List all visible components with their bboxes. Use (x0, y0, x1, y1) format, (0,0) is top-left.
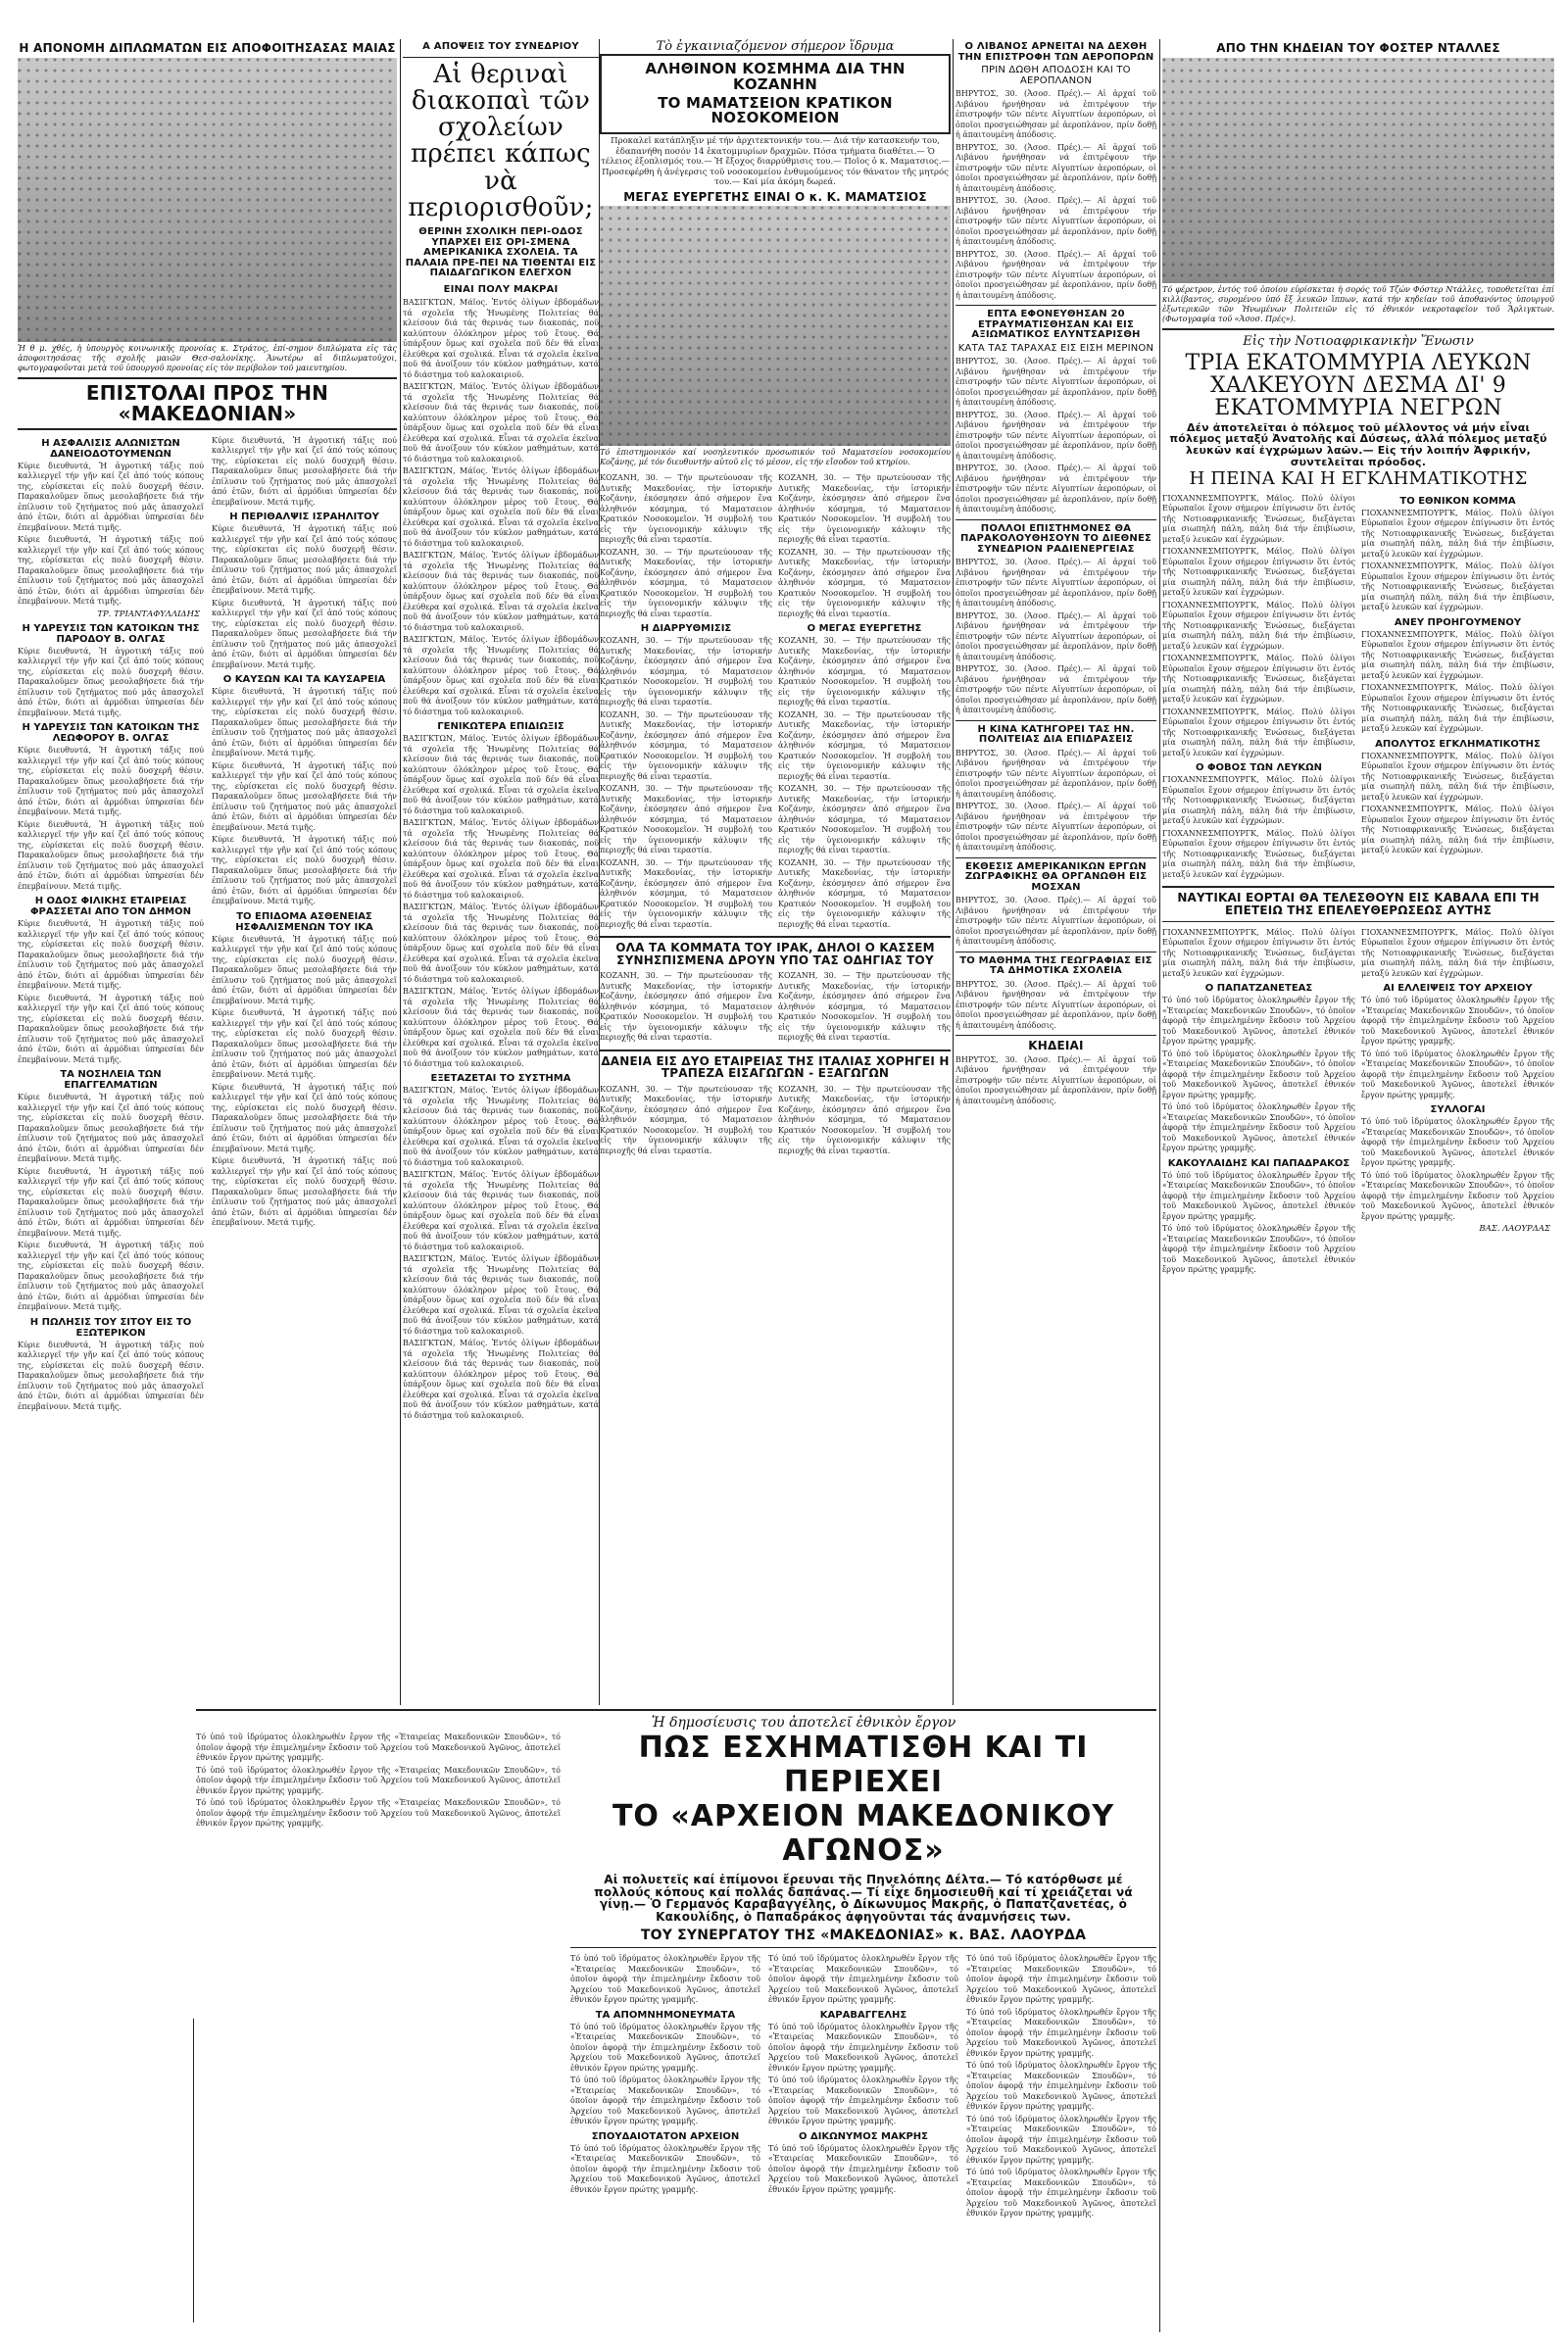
subheading: ΤΟ ΕΘΝΙΚΟΝ ΚΟΜΜΑ (1399, 495, 1516, 507)
article-body: Τό ὑπό τοῦ ἱδρύματος ὁλοκληρωθέν ἔργον τῆς «Ἑταιρείας Μακεδονικῶν Σπουδῶν», τό ὁποῖον ἀφορᾷ τήν ἐπιμελημένην ἔκδοσιν τοῦ Ἀρχείου τοῦ Μακεδονικοῦ Ἀγῶνος, ἀποτελεῖ ἐθνικόν ἔργον πρώτης γραμμῆς. (1361, 1049, 1554, 1099)
article-body: ΓΙΟΧΑΝΝΕΣΜΠΟΥΡΓΚ, Μάϊος. Πολύ ὀλίγοι Εὐρωπαῖοι ἔχουν σήμερον ἐπίγνωσιν ὅτι ἐντός τῆς Νοτιοαφρικανικῆς Ἑνώσεως, διεξάγεται μία σιωπηλή πάλη, πάλη διά τήν ἐπιβίωσιν, μεταξύ λευκῶν καί ἐγχρώμων. (1162, 654, 1355, 705)
headline-archive-line-2: ΤΟ «ΑΡΧΕΙΟΝ ΜΑΚΕΔΟΝΙΚΟΥ ΑΓΩΝΟΣ» (612, 1799, 1115, 1868)
article-body: ΚΟΖΑΝΗ, 30. — Τήν πρωτεύουσαν τῆς Δυτικῆς Μακεδονίας, τήν ἱστορικήν Κοζάνην, ἐκόσμησεν ἀπό σήμερον ἕνα ἀληθινόν κόσμημα, τό Μαματσειον Κρατικόν Νοσοκομεῖον. Ἡ συμβολή του εἰς τήν ὑγειονομικήν κάλυψιν τῆς περιοχῆς θά εἶναι τεραστία. (600, 1084, 772, 1155)
letter-body: Κύριε διευθυντά, Ἡ ἀγροτική τάξις πού καλλιεργεῖ τήν γῆν καί ζεῖ ἀπό τούς κόπους της, εὐρίσκεται εἰς πολύ δυσχερῆ θέσιν. Παρακαλοῦμεν ὅπως μεσολαβήσετε διά τήν ἐπίλυσιν τοῦ ζητήματος πού μᾶς ἀπασχολεῖ ἀπό ἐτῶν, διότι αἱ ἁρμόδιαι ὑπηρεσίαι δέν ἐπεμβαίνουν. Μετά τιμῆς. (18, 535, 204, 607)
subheading: ΕΞΕΤΑΖΕΤΑΙ ΤΟ ΣΥΣΤΗΜΑ (430, 1073, 571, 1085)
article-body: ΒΗΡΥΤΟΣ, 30. (Ἀσοσ. Πρές).— Αἱ ἀρχαί τοῦ Λιβάνου ἠρνήθησαν νά ἐπιτρέψουν τήν ἐπιστροφήν τῶν πέντε Αἰγυπτίων ἀεροπόρων, οἱ ὁποῖοι προσγειώθησαν μέ ἀεροπλάνον, πρίν δοθῇ ἡ ἀπαιτουμένη ἀπόδοσις. (956, 802, 1156, 852)
article-body: ΚΟΖΑΝΗ, 30. — Τήν πρωτεύουσαν τῆς Δυτικῆς Μακεδονίας, τήν ἱστορικήν Κοζάνην, ἐκόσμησεν ἀπό σήμερον ἕνα ἀληθινόν κόσμημα, τό Μαματσειον Κρατικόν Νοσοκομεῖον. Ἡ συμβολή του εἰς τήν ὑγειονομικήν κάλυψιν τῆς περιοχῆς θά εἶναι τεραστία. (600, 709, 772, 781)
subheadline-lebanon: ΠΡΙΝ ΔΩΘΗ ΑΠΟΔΟΣΗ ΚΑΙ ΤΟ ΑΕΡΟΠΛΑΝΟΝ (981, 65, 1131, 86)
letter-body: Κύριε διευθυντά, Ἡ ἀγροτική τάξις πού καλλιεργεῖ τήν γῆν καί ζεῖ ἀπό τούς κόπους της, εὐρίσκεται εἰς πολύ δυσχερῆ θέσιν. Παρακαλοῦμεν ὅπως μεσολαβήσετε διά τήν ἐπίλυσιν τοῦ ζητήματος πού μᾶς ἀπασχολεῖ ἀπό ἐτῶν, διότι αἱ ἁρμόδιαι ὑπηρεσίαι δέν ἐπεμβαίνουν. Μετά τιμῆς. (18, 1241, 204, 1312)
article-body: ΚΟΖΑΝΗ, 30. — Τήν πρωτεύουσαν τῆς Δυτικῆς Μακεδονίας, τήν ἱστορικήν Κοζάνην, ἐκόσμησεν ἀπό σήμερον ἕνα ἀληθινόν κόσμημα, τό Μαματσειον Κρατικόν Νοσοκομεῖον. Ἡ συμβολή του εἰς τήν ὑγειονομικήν κάλυψιν τῆς περιοχῆς θά εἶναι τεραστία. (600, 473, 772, 545)
article-body: ΓΙΟΧΑΝΝΕΣΜΠΟΥΡΓΚ, Μάϊος. Πολύ ὀλίγοι Εὐρωπαῖοι ἔχουν σήμερον ἐπίγνωσιν ὅτι ἐντός τῆς Νοτιοαφρικανικῆς Ἑνώσεως, διεξάγεται μία σιωπηλή πάλη, πάλη διά τήν ἐπιβίωσιν, μεταξύ λευκῶν καί ἐγχρώμων. (1162, 600, 1355, 651)
article-body: Τό ὑπό τοῦ ἱδρύματος ὁλοκληρωθέν ἔργον τῆς «Ἑταιρείας Μακεδονικῶν Σπουδῶν», τό ὁποῖον ἀφορᾷ τήν ἐπιμελημένην ἔκδοσιν τοῦ Ἀρχείου τοῦ Μακεδονικοῦ Ἀγῶνος, ἀποτελεῖ ἐθνικόν ἔργον πρώτης γραμμῆς. (768, 1954, 958, 2005)
feature-macedonian-archive (196, 1705, 1156, 2293)
benefactor-title: ΜΕΓΑΣ ΕΥΕΡΓΕΤΗΣ ΕΙΝΑΙ Ο κ. Κ. ΜΑΜΑΤΣΙΟΣ (623, 189, 927, 204)
article-body: ΓΙΟΧΑΝΝΕΣΜΠΟΥΡΓΚ, Μάϊος. Πολύ ὀλίγοι Εὐρωπαῖοι ἔχουν σήμερον ἐπίγνωσιν ὅτι ἐντός τῆς Νοτιοαφρικανικῆς Ἑνώσεως, διεξάγεται μία σιωπηλή πάλη, πάλη διά τήν ἐπιβίωσιν, μεταξύ λευκῶν καί ἐγχρώμων. (1361, 805, 1554, 855)
subheading: ΚΑΡΑΒΑΓΓΕΛΗΣ (819, 2009, 907, 2021)
article-body: ΚΟΖΑΝΗ, 30. — Τήν πρωτεύουσαν τῆς Δυτικῆς Μακεδονίας, τήν ἱστορικήν Κοζάνην, ἐκόσμησεν ἀπό σήμερον ἕνα ἀληθινόν κόσμημα, τό Μαματσειον Κρατικόν Νοσοκομεῖον. Ἡ συμβολή του εἰς τήν ὑγειονομικήν κάλυψιν τῆς περιοχῆς θά εἶναι τεραστία. (600, 857, 772, 929)
letter-body: Κύριε διευθυντά, Ἡ ἀγροτική τάξις πού καλλιεργεῖ τήν γῆν καί ζεῖ ἀπό τούς κόπους της, εὐρίσκεται εἰς πολύ δυσχερῆ θέσιν. Παρακαλοῦμεν ὅπως μεσολαβήσετε διά τήν ἐπίλυσιν τοῦ ζητήματος πού μᾶς ἀπασχολεῖ ἀπό ἐτῶν, διότι αἱ ἁρμόδιαι ὑπηρεσίαι δέν ἐπεμβαίνουν. Μετά τιμῆς. (212, 687, 397, 758)
article-body: Τό ὑπό τοῦ ἱδρύματος ὁλοκληρωθέν ἔργον τῆς «Ἑταιρείας Μακεδονικῶν Σπουδῶν», τό ὁποῖον ἀφορᾷ τήν ἐπιμελημένην ἔκδοσιν τοῦ Ἀρχείου τοῦ Μακεδονικοῦ Ἀγῶνος, ἀποτελεῖ ἐθνικόν ἔργον πρώτης γραμμῆς. (768, 2075, 958, 2126)
article-body: ΚΟΖΑΝΗ, 30. — Τήν πρωτεύουσαν τῆς Δυτικῆς Μακεδονίας, τήν ἱστορικήν Κοζάνην, ἐκόσμησεν ἀπό σήμερον ἕνα ἀληθινόν κόσμημα, τό Μαματσειον Κρατικόν Νοσοκομεῖον. Ἡ συμβολή του εἰς τήν ὑγειονομικήν κάλυψιν τῆς περιοχῆς θά εἶναι τεραστία. (600, 971, 772, 1043)
headline-china: Η ΚΙΝΑ ΚΑΤΗΓΟΡΕΙ ΤΑΣ ΗΝ. ΠΟΛΙΤΕΙΑΣ ΔΙΑ ΕΠΙΔΡΑΣΕΙΣ (977, 723, 1135, 745)
letter-heading: Η ΠΩΛΗΣΙΣ ΤΟΥ ΣΙΤΟΥ ΕΙΣ ΤΟ ΕΞΩΤΕΡΙΚΟΝ (29, 1316, 192, 1339)
article-body: Τό ὑπό τοῦ ἱδρύματος ὁλοκληρωθέν ἔργον τῆς «Ἑταιρείας Μακεδονικῶν Σπουδῶν», τό ὁποῖον ἀφορᾷ τήν ἐπιμελημένην ἔκδοσιν τοῦ Ἀρχείου τοῦ Μακεδονικοῦ Ἀγῶνος, ἀποτελεῖ ἐθνικόν ἔργον πρώτης γραμμῆς. (768, 2022, 958, 2073)
headline-lebanon: Ο ΛΙΒΑΝΟΣ ΑΡΝΕΙΤΑΙ ΝΑ ΔΕΧΘΗ ΤΗΝ ΕΠΙΣΤΡΟΦΗ ΤΩΝ ΑΕΡΟΠΟΡΩΝ (957, 41, 1154, 63)
article-body: Τό ὑπό τοῦ ἱδρύματος ὁλοκληρωθέν ἔργον τῆς «Ἑταιρείας Μακεδονικῶν Σπουδῶν», τό ὁποῖον ἀφορᾷ τήν ἐπιμελημένην ἔκδοσιν τοῦ Ἀρχείου τοῦ Μακεδονικοῦ Ἀγῶνος, ἀποτελεῖ ἐθνικόν ἔργον πρώτης γραμμῆς. (1361, 1117, 1554, 1168)
kicker: Τὸ ἐγκαινιαζόμενον σήμερον ἵδρυμα (656, 39, 895, 54)
letter-body: Κύριε διευθυντά, Ἡ ἀγροτική τάξις πού καλλιεργεῖ τήν γῆν καί ζεῖ ἀπό τούς κόπους της, εὐρίσκεται εἰς πολύ δυσχερῆ θέσιν. Παρακαλοῦμεν ὅπως μεσολαβήσετε διά τήν ἐπίλυσιν τοῦ ζητήματος πού μᾶς ἀπασχολεῖ ἀπό ἐτῶν, διότι αἱ ἁρμόδιαι ὑπηρεσίαι δέν ἐπεμβαίνουν. Μετά τιμῆς. (18, 746, 204, 817)
letter-heading: Η ΥΔΡΕΥΣΙΣ ΤΩΝ ΚΑΤΟΙΚΩΝ ΤΗΣ ΠΑΡΟΔΟΥ Β. ΟΛΓΑΣ (22, 622, 200, 645)
headline-school-holidays: Αἱ θεριναὶ διακοπαὶ τῶν σχολείων πρέπει κάπως νὰ περιορισθοῦν; (408, 59, 594, 222)
column-south-africa (1162, 39, 1554, 2332)
article-body: ΚΟΖΑΝΗ, 30. — Τήν πρωτεύουσαν τῆς Δυτικῆς Μακεδονίας, τήν ἱστορικήν Κοζάνην, ἐκόσμησεν ἀπό σήμερον ἕνα ἀληθινόν κόσμημα, τό Μαματσειον Κρατικόν Νοσοκομεῖον. Ἡ συμβολή του εἰς τήν ὑγειονομικήν κάλυψιν τῆς περιοχῆς θά εἶναι τεραστία. (600, 547, 772, 618)
letter-heading: Η ΟΔΟΣ ΦΙΛΙΚΗΣ ΕΤΑΙΡΕΙΑΣ ΦΡΑΣΣΕΤΑΙ ΑΠΟ ΤΟΝ ΔΗΜΟΝ (29, 896, 192, 918)
letter-body: Κύριε διευθυντά, Ἡ ἀγροτική τάξις πού καλλιεργεῖ τήν γῆν καί ζεῖ ἀπό τούς κόπους της, εὐρίσκεται εἰς πολύ δυσχερῆ θέσιν. Παρακαλοῦμεν ὅπως μεσολαβήσετε διά τήν ἐπίλυσιν τοῦ ζητήματος πού μᾶς ἀπασχολεῖ ἀπό ἐτῶν, διότι αἱ ἁρμόδιαι ὑπηρεσίαι δέν ἐπεμβαίνουν. Μετά τιμῆς. (212, 934, 397, 1005)
article-body: ΒΗΡΥΤΟΣ, 30. (Ἀσοσ. Πρές).— Αἱ ἀρχαί τοῦ Λιβάνου ἠρνήθησαν νά ἐπιτρέψουν τήν ἐπιστροφήν τῶν πέντε Αἰγυπτίων ἀεροπόρων, οἱ ὁποῖοι προσγειώθησαν μέ ἀεροπλάνον, πρίν δοθῇ ἡ ἀπαιτουμένη ἀπόδοσις. (956, 1054, 1156, 1105)
column-hospital (600, 39, 951, 1705)
article-body: ΒΑΣΙΓΚΤΩΝ, Μάϊος. Ἐντός ὀλίγων ἑβδομάδων τά σχολεῖα τῆς Ἡνωμένης Πολιτείας θά κλείσουν διά τάς θερινάς των διακοπάς, ποῦ καλύπτουν ὀλόκληρον μέρος τοῦ ἔτους. Θά ὑπάρξουν ὅμως καί σχολεῖα ποῦ δέν θά εἶναι ἐλεύθερα καί σχολικά. Εἶναι τά σχολεῖα ἐκεῖνα ποῦ θά ἀνοίξουν τόν κύκλον μαθημάτων, κατά τό διάστημα τοῦ καλοκαιριοῦ. (403, 466, 599, 548)
article-body: ΒΑΣΙΓΚΤΩΝ, Μάϊος. Ἐντός ὀλίγων ἑβδομάδων τά σχολεῖα τῆς Ἡνωμένης Πολιτείας θά κλείσουν διά τάς θερινάς των διακοπάς, ποῦ καλύπτουν ὀλόκληρον μέρος τοῦ ἔτους. Θά ὑπάρξουν ὅμως καί σχολεῖα ποῦ δέν θά εἶναι ἐλεύθερα καί σχολικά. Εἶναι τά σχολεῖα ἐκεῖνα ποῦ θά ἀνοίξουν τόν κύκλον μαθημάτων, κατά τό διάστημα τοῦ καλοκαιριοῦ. (403, 1339, 599, 1420)
article-body: Τό ὑπό τοῦ ἱδρύματος ὁλοκληρωθέν ἔργον τῆς «Ἑταιρείας Μακεδονικῶν Σπουδῶν», τό ὁποῖον ἀφορᾷ τήν ἐπιμελημένην ἔκδοσιν τοῦ Ἀρχείου τοῦ Μακεδονικοῦ Ἀγῶνος, ἀποτελεῖ ἐθνικόν ἔργον πρώτης γραμμῆς. (1162, 1102, 1355, 1153)
subheading: Η ΔΙΑΡΡΥΘΜΙΣΙΣ (640, 623, 732, 635)
letter-body: Κύριε διευθυντά, Ἡ ἀγροτική τάξις πού καλλιεργεῖ τήν γῆν καί ζεῖ ἀπό τούς κόπους της, εὐρίσκεται εἰς πολύ δυσχερῆ θέσιν. Παρακαλοῦμεν ὅπως μεσολαβήσετε διά τήν ἐπίλυσιν τοῦ ζητήματος πού μᾶς ἀπασχολεῖ ἀπό ἐτῶν, διότι αἱ ἁρμόδιαι ὑπηρεσίαι δέν ἐπεμβαίνουν. Μετά τιμῆς. (212, 1082, 397, 1153)
headline-line-1: ΑΛΗΘΙΝΟΝ ΚΟΣΜΗΜΑ ΔΙΑ ΤΗΝ ΚΟΖΑΝΗΝ (645, 60, 906, 93)
article-body: ΒΑΣΙΓΚΤΩΝ, Μάϊος. Ἐντός ὀλίγων ἑβδομάδων τά σχολεῖα τῆς Ἡνωμένης Πολιτείας θά κλείσουν διά τάς θερινάς των διακοπάς, ποῦ καλύπτουν ὀλόκληρον μέρος τοῦ ἔτους. Θά ὑπάρξουν ὅμως καί σχολεῖα ποῦ δέν θά εἶναι ἐλεύθερα καί σχολικά. Εἶναι τά σχολεῖα ἐκεῖνα ποῦ θά ἀνοίξουν τόν κύκλον μαθημάτων, κατά τό διάστημα τοῦ καλοκαιριοῦ. (403, 1086, 599, 1167)
headline-line-2: ΤΟ ΜΑΜΑΤΣΕΙΟΝ ΚΡΑΤΙΚΟΝ ΝΟΣΟΚΟΜΕΙΟΝ (658, 93, 893, 127)
headline-kavala: ΝΑΥΤΙΚΑΙ ΕΟΡΤΑΙ ΘΑ ΤΕΛΕΣΘΟΥΝ ΕΙΣ ΚΑΒΑΛΑ ΕΠΙ ΤΗ ΕΠΕΤΕΙΩ ΤΗΣ ΕΠΕΛΕΥΘΕΡΩΣΕΩΣ ΑΥΤΗΣ (1177, 891, 1540, 918)
article-body: ΒΑΣΙΓΚΤΩΝ, Μάϊος. Ἐντός ὀλίγων ἑβδομάδων τά σχολεῖα τῆς Ἡνωμένης Πολιτείας θά κλείσουν διά τάς θερινάς των διακοπάς, ποῦ καλύπτουν ὀλόκληρον μέρος τοῦ ἔτους. Θά ὑπάρξουν ὅμως καί σχολεῖα ποῦ δέν θά εἶναι ἐλεύθερα καί σχολικά. Εἶναι τά σχολεῖα ἐκεῖνα ποῦ θά ἀνοίξουν τόν κύκλον μαθημάτων, κατά τό διάστημα τοῦ καλοκαιριοῦ. (403, 818, 599, 900)
letter-heading: Η ΑΣΦΑΛΙΣΙΣ ΑΛΩΝΙΣΤΩΝ ΔΑΝΕΙΟΔΟΤΟΥΜΕΝΩΝ (41, 437, 180, 460)
subheading: Ο ΦΟΒΟΣ ΤΩΝ ΛΕΥΚΩΝ (1195, 762, 1323, 774)
article-body: ΚΟΖΑΝΗ, 30. — Τήν πρωτεύουσαν τῆς Δυτικῆς Μακεδονίας, τήν ἱστορικήν Κοζάνην, ἐκόσμησεν ἀπό σήμερον ἕνα ἀληθινόν κόσμημα, τό Μαματσειον Κρατικόν Νοσοκομεῖον. Ἡ συμβολή του εἰς τήν ὑγειονομικήν κάλυψιν τῆς περιοχῆς θά εἶναι τεραστία. (778, 1084, 951, 1155)
article-body: Τό ὑπό τοῦ ἱδρύματος ὁλοκληρωθέν ἔργον τῆς «Ἑταιρείας Μακεδονικῶν Σπουδῶν», τό ὁποῖον ἀφορᾷ τήν ἐπιμελημένην ἔκδοσιν τοῦ Ἀρχείου τοῦ Μακεδονικοῦ Ἀγῶνος, ἀποτελεῖ ἐθνικόν ἔργον πρώτης γραμμῆς. (1162, 1224, 1355, 1275)
letter-body: Κύριε διευθυντά, Ἡ ἀγροτική τάξις πού καλλιεργεῖ τήν γῆν καί ζεῖ ἀπό τούς κόπους της, εὐρίσκεται εἰς πολύ δυσχερῆ θέσιν. Παρακαλοῦμεν ὅπως μεσολαβήσετε διά τήν ἐπίλυσιν τοῦ ζητήματος πού μᾶς ἀπασχολεῖ ἀπό ἐτῶν, διότι αἱ ἁρμόδιαι ὑπηρεσίαι δέν ἐπεμβαίνουν. Μετά τιμῆς. (212, 1008, 397, 1080)
article-body: ΓΙΟΧΑΝΝΕΣΜΠΟΥΡΓΚ, Μάϊος. Πολύ ὀλίγοι Εὐρωπαῖοι ἔχουν σήμερον ἐπίγνωσιν ὅτι ἐντός τῆς Νοτιοαφρικανικῆς Ἑνώσεως, διεξάγεται μία σιωπηλή πάλη, πάλη διά τήν ἐπιβίωσιν, μεταξύ λευκῶν καί ἐγχρώμων. (1361, 629, 1554, 680)
letter-heading: ΤΑ ΝΟΣΗΛΕΙΑ ΤΩΝ ΕΠΑΓΓΕΛΜΑΤΙΩΝ (60, 1069, 162, 1092)
letter-heading: ΤΟ ΕΠΙΔΟΜΑ ΑΣΘΕΝΕΙΑΣ ΗΣΦΑΛΙΣΜΕΝΩΝ ΤΟΥ ΙΚΑ (235, 910, 373, 933)
article-body: ΒΗΡΥΤΟΣ, 30. (Ἀσοσ. Πρές).— Αἱ ἀρχαί τοῦ Λιβάνου ἠρνήθησαν νά ἐπιτρέψουν τήν ἐπιστροφήν τῶν πέντε Αἰγυπτίων ἀεροπόρων, οἱ ὁποῖοι προσγειώθησαν μέ ἀεροπλάνον, πρίν δοθῇ ἡ ἀπαιτουμένη ἀπόδοσις. (956, 748, 1156, 799)
article-body: ΒΗΡΥΤΟΣ, 30. (Ἀσοσ. Πρές).— Αἱ ἀρχαί τοῦ Λιβάνου ἠρνήθησαν νά ἐπιτρέψουν τήν ἐπιστροφήν τῶν πέντε Αἰγυπτίων ἀεροπόρων, οἱ ὁποῖοι προσγειώθησαν μέ ἀεροπλάνον, πρίν δοθῇ ἡ ἀπαιτουμένη ἀπόδοσις. (956, 610, 1156, 661)
article-body: ΒΗΡΥΤΟΣ, 30. (Ἀσοσ. Πρές).— Αἱ ἀρχαί τοῦ Λιβάνου ἠρνήθησαν νά ἐπιτρέψουν τήν ἐπιστροφήν τῶν πέντε Αἰγυπτίων ἀεροπόρων, οἱ ὁποῖοι προσγειώθησαν μέ ἀεροπλάνον, πρίν δοθῇ ἡ ἀπαιτουμένη ἀπόδοσις. (956, 896, 1156, 946)
article-body: ΒΗΡΥΤΟΣ, 30. (Ἀσοσ. Πρές).— Αἱ ἀρχαί τοῦ Λιβάνου ἠρνήθησαν νά ἐπιτρέψουν τήν ἐπιστροφήν τῶν πέντε Αἰγυπτίων ἀεροπόρων, οἱ ὁποῖοι προσγειώθησαν μέ ἀεροπλάνον, πρίν δοθῇ ἡ ἀπαιτουμένη ἀπόδοσις. (956, 357, 1156, 407)
article-body: ΒΗΡΥΤΟΣ, 30. (Ἀσοσ. Πρές).— Αἱ ἀρχαί τοῦ Λιβάνου ἠρνήθησαν νά ἐπιτρέψουν τήν ἐπιστροφήν τῶν πέντε Αἰγυπτίων ἀεροπόρων, οἱ ὁποῖοι προσγειώθησαν μέ ἀεροπλάνον, πρίν δοθῇ ἡ ἀπαιτουμένη ἀπόδοσις. (956, 979, 1156, 1030)
photo-caption: Τό φέρετρον, ἐντός τοῦ ὁποίου εὑρίσκεται ἡ σορός τοῦ Τζών Φόστερ Ντάλλες, τοποθετεῖται ἐπί κιλλίβαντος, συρομένου ὑπό ἕξ λευκῶν ἵππων, κατά τήν κηδείαν τοῦ ἀποθανόντος ὑπουργοῦ ἐξωτερικῶν τῶν Ἡνωμένων Πολιτειῶν εἰς τό ἐθνικόν νεκροταφεῖον τοῦ Ἄρλιγκτων. (Φωτογραφία τοῦ «Ἀσοσ. Πρές»). (1162, 284, 1554, 323)
letter-body: Κύριε διευθυντά, Ἡ ἀγροτική τάξις πού καλλιεργεῖ τήν γῆν καί ζεῖ ἀπό τούς κόπους της, εὐρίσκεται εἰς πολύ δυσχερῆ θέσιν. Παρακαλοῦμεν ὅπως μεσολαβήσετε διά τήν ἐπίλυσιν τοῦ ζητήματος πού μᾶς ἀπασχολεῖ ἀπό ἐτῶν, διότι αἱ ἁρμόδιαι ὑπηρεσίαι δέν ἐπεμβαίνουν. Μετά τιμῆς. (18, 461, 204, 532)
article-body: Τό ὑπό τοῦ ἱδρύματος ὁλοκληρωθέν ἔργον τῆς «Ἑταιρείας Μακεδονικῶν Σπουδῶν», τό ὁποῖον ἀφορᾷ τήν ἐπιμελημένην ἔκδοσιν τοῦ Ἀρχείου τοῦ Μακεδονικοῦ Ἀγῶνος, ἀποτελεῖ ἐθνικόν ἔργον πρώτης γραμμῆς. (1361, 1170, 1554, 1221)
headline-riots: ΕΠΤΑ ΕΦΟΝΕΥΘΗΣΑΝ 20 ΕΤΡΑΥΜΑΤΙΣΘΗΣΑΝ ΚΑΙ ΕΙΣ ΑΞΙΩΜΑΤΙΚΟΣ ΕΛΥΝΤΣΑΡΙΣΘΗ (971, 309, 1141, 340)
column-rule (400, 39, 401, 1705)
article-body: ΒΗΡΥΤΟΣ, 30. (Ἀσοσ. Πρές).— Αἱ ἀρχαί τοῦ Λιβάνου ἠρνήθησαν νά ἐπιτρέψουν τήν ἐπιστροφήν τῶν πέντε Αἰγυπτίων ἀεροπόρων, οἱ ὁποῖοι προσγειώθησαν μέ ἀεροπλάνον, πρίν δοθῇ ἡ ἀπαιτουμένη ἀπόδοσις. (956, 558, 1156, 608)
article-body: ΚΟΖΑΝΗ, 30. — Τήν πρωτεύουσαν τῆς Δυτικῆς Μακεδονίας, τήν ἱστορικήν Κοζάνην, ἐκόσμησεν ἀπό σήμερον ἕνα ἀληθινόν κόσμημα, τό Μαματσειον Κρατικόν Νοσοκομεῖον. Ἡ συμβολή του εἰς τήν ὑγειονομικήν κάλυψιν τῆς περιοχῆς θά εἶναι τεραστία. (778, 784, 951, 855)
letter-heading: Η ΥΔΡΕΥΣΙΣ ΤΩΝ ΚΑΤΟΙΚΩΝ ΤΗΣ ΛΕΩΦΟΡΟΥ Β. ΟΛΓΑΣ (22, 722, 200, 745)
headline-geography: ΤΟ ΜΑΘΗΜΑ ΤΗΣ ΓΕΩΓΡΑΦΙΑΣ ΕΙΣ ΤΑ ΔΗΜΟΤΙΚΑ ΣΧΟΛΕΙΑ (959, 954, 1152, 976)
article-body: Τό ὑπό τοῦ ἱδρύματος ὁλοκληρωθέν ἔργον τῆς «Ἑταιρείας Μακεδονικῶν Σπουδῶν», τό ὁποῖον ἀφορᾷ τήν ἐπιμελημένην ἔκδοσιν τοῦ Ἀρχείου τοῦ Μακεδονικοῦ Ἀγῶνος, ἀποτελεῖ ἐθνικόν ἔργον πρώτης γραμμῆς. (1361, 996, 1554, 1047)
subheading: ΤΑ ΑΠΟΜΝΗΜΟΝΕΥΜΑΤΑ (595, 2009, 736, 2021)
article-body: Τό ὑπό τοῦ ἱδρύματος ὁλοκληρωθέν ἔργον τῆς «Ἑταιρείας Μακεδονικῶν Σπουδῶν», τό ὁποῖον ἀφορᾷ τήν ἐπιμελημένην ἔκδοσιν τοῦ Ἀρχείου τοῦ Μακεδονικοῦ Ἀγῶνος, ἀποτελεῖ ἐθνικόν ἔργον πρώτης γραμμῆς. (196, 1798, 561, 1828)
byline: ΤΟΥ ΣΥΝΕΡΓΑΤΟΥ ΤΗΣ «ΜΑΚΕΔΟΝΙΑΣ» κ. ΒΑΣ. ΛΑΟΥΡΔΑ (640, 1928, 1087, 1944)
deck: Δέν ἀποτελεῖται ὁ πόλεμος τοῦ μέλλοντος νά μήν εἶναι πόλεμος μεταξύ Ἀνατολῆς καί Δύσεως, ἀλλά πόλεμος μεταξύ λευκῶν καί ἐγχρώμων λαῶν.— Εἰς τήν λοιπήν Ἀφρικήν, συντελεῖται πρόοδος. (1169, 420, 1547, 468)
article-body: ΚΟΖΑΝΗ, 30. — Τήν πρωτεύουσαν τῆς Δυτικῆς Μακεδονίας, τήν ἱστορικήν Κοζάνην, ἐκόσμησεν ἀπό σήμερον ἕνα ἀληθινόν κόσμημα, τό Μαματσειον Κρατικόν Νοσοκομεῖον. Ἡ συμβολή του εἰς τήν ὑγειονομικήν κάλυψιν τῆς περιοχῆς θά εἶναι τεραστία. (778, 709, 951, 781)
letter-body: Κύριε διευθυντά, Ἡ ἀγροτική τάξις πού καλλιεργεῖ τήν γῆν καί ζεῖ ἀπό τούς κόπους της, εὐρίσκεται εἰς πολύ δυσχερῆ θέσιν. Παρακαλοῦμεν ὅπως μεσολαβήσετε διά τήν ἐπίλυσιν τοῦ ζητήματος πού μᾶς ἀπασχολεῖ ἀπό ἐτῶν, διότι αἱ ἁρμόδιαι ὑπηρεσίαι δέν ἐπεμβαίνουν. Μετά τιμῆς. (212, 598, 397, 669)
article-body: ΓΙΟΧΑΝΝΕΣΜΠΟΥΡΓΚ, Μάϊος. Πολύ ὀλίγοι Εὐρωπαῖοι ἔχουν σήμερον ἐπίγνωσιν ὅτι ἐντός τῆς Νοτιοαφρικανικῆς Ἑνώσεως, διεξάγεται μία σιωπηλή πάλη, πάλη διά τήν ἐπιβίωσιν, μεταξύ λευκῶν καί ἐγχρώμων. (1361, 927, 1554, 978)
article-body: Τό ὑπό τοῦ ἱδρύματος ὁλοκληρωθέν ἔργον τῆς «Ἑταιρείας Μακεδονικῶν Σπουδῶν», τό ὁποῖον ἀφορᾷ τήν ἐπιμελημένην ἔκδοσιν τοῦ Ἀρχείου τοῦ Μακεδονικοῦ Ἀγῶνος, ἀποτελεῖ ἐθνικόν ἔργον πρώτης γραμμῆς. (768, 2143, 958, 2194)
letter-body: Κύριε διευθυντά, Ἡ ἀγροτική τάξις πού καλλιεργεῖ τήν γῆν καί ζεῖ ἀπό τούς κόπους της, εὐρίσκεται εἰς πολύ δυσχερῆ θέσιν. Παρακαλοῦμεν ὅπως μεσολαβήσετε διά τήν ἐπίλυσιν τοῦ ζητήματος πού μᾶς ἀπασχολεῖ ἀπό ἐτῶν, διότι αἱ ἁρμόδιαι ὑπηρεσίαι δέν ἐπεμβαίνουν. Μετά τιμῆς. (18, 1166, 204, 1238)
article-body: ΓΙΟΧΑΝΝΕΣΜΠΟΥΡΓΚ, Μάϊος. Πολύ ὀλίγοι Εὐρωπαῖοι ἔχουν σήμερον ἐπίγνωσιν ὅτι ἐντός τῆς Νοτιοαφρικανικῆς Ἑνώσεως, διεξάγεται μία σιωπηλή πάλη, πάλη διά τήν ἐπιβίωσιν, μεταξύ λευκῶν καί ἐγχρώμων. (1162, 707, 1355, 757)
letter-body: Κύριε διευθυντά, Ἡ ἀγροτική τάξις πού καλλιεργεῖ τήν γῆν καί ζεῖ ἀπό τούς κόπους της, εὐρίσκεται εἰς πολύ δυσχερῆ θέσιν. Παρακαλοῦμεν ὅπως μεσολαβήσετε διά τήν ἐπίλυσιν τοῦ ζητήματος πού μᾶς ἀπασχολεῖ ἀπό ἐτῶν, διότι αἱ ἁρμόδιαι ὑπηρεσίαι δέν ἐπεμβαίνουν. Μετά τιμῆς. (212, 524, 397, 596)
subheading: ΚΑΚΟΥΛΑΙΔΗΣ ΚΑΙ ΠΑΠΑΔΡΑΚΟΣ (1167, 1157, 1350, 1169)
deck: Αἱ πολυετεῖς καί ἐπίμονοι ἔρευναι τῆς Πηνελόπης Δέλτα.— Τό κατόρθωσε μέ πολλούς κόπους καί πολλάς δαπάνας.— Τί εἶχε δημοσιευθῆ καί τί χρειάζεται νά γίνῃ.— Ὁ Γερμανός Καραβαγγέλης, ὁ Δίκωνυμος Μακρῆς, ὁ Παπατζανετέας, ὁ Κακουλίδης, ὁ Παπαδράκος ἀφηγοῦνται τάς ἀναμνήσεις των. (594, 1873, 1133, 1924)
letter-heading: Ο ΚΑΥΣΩΝ ΚΑΙ ΤΑ ΚΑΥΣΑΡΕΙΑ (222, 674, 386, 686)
photo-dulles-funeral (1162, 58, 1554, 283)
letter-body: Κύριε διευθυντά, Ἡ ἀγροτική τάξις πού καλλιεργεῖ τήν γῆν καί ζεῖ ἀπό τούς κόπους της, εὐρίσκεται εἰς πολύ δυσχερῆ θέσιν. Παρακαλοῦμεν ὅπως μεσολαβήσετε διά τήν ἐπίλυσιν τοῦ ζητήματος πού μᾶς ἀπασχολεῖ ἀπό ἐτῶν, διότι αἱ ἁρμόδιαι ὑπηρεσίαι δέν ἐπεμβαίνουν. Μετά τιμῆς. (212, 1156, 397, 1228)
subheadline-riots: ΚΑΤΑ ΤΑΣ ΤΑΡΑΧΑΣ ΕΙΣ ΕΙΣΗ ΜΕΡΙΝΟΝ (957, 342, 1154, 354)
headline-iraq: ΟΛΑ ΤΑ ΚΟΜΜΑΤΑ ΤΟΥ ΙΡΑΚ, ΔΗΛΟΙ Ο ΚΑΣΣΕΜ ΣΥΝΗΣΠΙΣΜΕΝΑ ΔΡΟΥΝ ΥΠΟ ΤΑΣ ΟΔΗΓΙΑΣ ΤΟΥ (615, 941, 935, 967)
article-body: Τό ὑπό τοῦ ἱδρύματος ὁλοκληρωθέν ἔργον τῆς «Ἑταιρείας Μακεδονικῶν Σπουδῶν», τό ὁποῖον ἀφορᾷ τήν ἐπιμελημένην ἔκδοσιν τοῦ Ἀρχείου τοῦ Μακεδονικοῦ Ἀγῶνος, ἀποτελεῖ ἐθνικόν ἔργον πρώτης γραμμῆς. (570, 2075, 760, 2126)
article-body: ΓΙΟΧΑΝΝΕΣΜΠΟΥΡΓΚ, Μάϊος. Πολύ ὀλίγοι Εὐρωπαῖοι ἔχουν σήμερον ἐπίγνωσιν ὅτι ἐντός τῆς Νοτιοαφρικανικῆς Ἑνώσεως, διεξάγεται μία σιωπηλή πάλη, πάλη διά τήν ἐπιβίωσιν, μεταξύ λευκῶν καί ἐγχρώμων. (1361, 751, 1554, 802)
letter-body: Κύριε διευθυντά, Ἡ ἀγροτική τάξις πού καλλιεργεῖ τήν γῆν καί ζεῖ ἀπό τούς κόπους της, εὐρίσκεται εἰς πολύ δυσχερῆ θέσιν. Παρακαλοῦμεν ὅπως μεσολαβήσετε διά τήν ἐπίλυσιν τοῦ ζητήματος πού μᾶς ἀπασχολεῖ ἀπό ἐτῶν, διότι αἱ ἁρμόδιαι ὑπηρεσίαι δέν ἐπεμβαίνουν. Μετά τιμῆς. (18, 1340, 204, 1411)
headline-radioactivity: ΠΟΛΛΟΙ ΕΠΙΣΤΗΜΟΝΕΣ ΘΑ ΠΑΡΑΚΟΛΟΥΘΗΣΟΥΝ ΤΟ ΔΙΕΘΝΕΣ ΣΥΝΕΔΡΙΟΝ ΡΑΔΙΕΝΕΡΓΕΙΑΣ (959, 522, 1152, 555)
article-body: ΓΙΟΧΑΝΝΕΣΜΠΟΥΡΓΚ, Μάϊος. Πολύ ὀλίγοι Εὐρωπαῖοι ἔχουν σήμερον ἐπίγνωσιν ὅτι ἐντός τῆς Νοτιοαφρικανικῆς Ἑνώσεως, διεξάγεται μία σιωπηλή πάλη, πάλη διά τήν ἐπιβίωσιν, μεταξύ λευκῶν καί ἐγχρώμων. (1162, 828, 1355, 879)
subheading: ΓΕΝΙΚΩΤΕΡΑ ΕΠΙΔΙΩΞΙΣ (437, 721, 564, 733)
letter-body: Κύριε διευθυντά, Ἡ ἀγροτική τάξις πού καλλιεργεῖ τήν γῆν καί ζεῖ ἀπό τούς κόπους της, εὐρίσκεται εἰς πολύ δυσχερῆ θέσιν. Παρακαλοῦμεν ὅπως μεσολαβήσετε διά τήν ἐπίλυσιν τοῦ ζητήματος πού μᾶς ἀπασχολεῖ ἀπό ἐτῶν, διότι αἱ ἁρμόδιαι ὑπηρεσίαι δέν ἐπεμβαίνουν. Μετά τιμῆς. (212, 835, 397, 906)
article-body: ΒΗΡΥΤΟΣ, 30. (Ἀσοσ. Πρές).— Αἱ ἀρχαί τοῦ Λιβάνου ἠρνήθησαν νά ἐπιτρέψουν τήν ἐπιστροφήν τῶν πέντε Αἰγυπτίων ἀεροπόρων, οἱ ὁποῖοι προσγειώθησαν μέ ἀεροπλάνον, πρίν δοθῇ ἡ ἀπαιτουμένη ἀπόδοσις. (956, 196, 1156, 246)
column-rule (1159, 39, 1160, 2332)
article-body: ΒΑΣΙΓΚΤΩΝ, Μάϊος. Ἐντός ὀλίγων ἑβδομάδων τά σχολεῖα τῆς Ἡνωμένης Πολιτείας θά κλείσουν διά τάς θερινάς των διακοπάς, ποῦ καλύπτουν ὀλόκληρον μέρος τοῦ ἔτους. Θά ὑπάρξουν ὅμως καί σχολεῖα ποῦ δέν θά εἶναι ἐλεύθερα καί σχολικά. Εἶναι τά σχολεῖα ἐκεῖνα ποῦ θά ἀνοίξουν τόν κύκλον μαθημάτων, κατά τό διάστημα τοῦ καλοκαιριοῦ. (403, 1254, 599, 1336)
kicker: Α ΑΠΟΨΕΙΣ ΤΟΥ ΣΥΝΕΔΡΙΟΥ (422, 41, 579, 52)
letter-heading: Η ΠΕΡΙΘΑΛΨΙΣ ΙΣΡΑΗΛΙΤΟΥ (229, 512, 379, 523)
deck: ΘΕΡΙΝΗ ΣΧΟΛΙΚΗ ΠΕΡΙ-ΟΔΟΣ ΥΠΑΡΧΕΙ ΕΙΣ ΟΡΙ-ΣΜΕΝΑ ΑΜΕΡΙΚΑΝΙΚΑ ΣΧΟΛΕΙΑ. ΤΑ ΠΑΛΑΙΑ ΠΡΕ-ΠΕΙ ΝΑ ΤΙΘΕΝΤΑΙ ΕΙΣ ΠΑΙΔΑΓΩΓΙΚΟΝ ΕΛΕΓΧΟΝ (405, 226, 597, 279)
article-body: ΚΟΖΑΝΗ, 30. — Τήν πρωτεύουσαν τῆς Δυτικῆς Μακεδονίας, τήν ἱστορικήν Κοζάνην, ἐκόσμησεν ἀπό σήμερον ἕνα ἀληθινόν κόσμημα, τό Μαματσειον Κρατικόν Νοσοκομεῖον. Ἡ συμβολή του εἰς τήν ὑγειονομικήν κάλυψιν τῆς περιοχῆς θά εἶναι τεραστία. (778, 857, 951, 929)
column-rule (953, 39, 954, 1705)
headline-hunger: Η ΠΕΙΝΑ ΚΑΙ Η ΕΓΚΛΗΜΑΤΙΚΟΤΗΣ (1189, 468, 1528, 490)
article-body: Τό ὑπό τοῦ ἱδρύματος ὁλοκληρωθέν ἔργον τῆς «Ἑταιρείας Μακεδονικῶν Σπουδῶν», τό ὁποῖον ἀφορᾷ τήν ἐπιμελημένην ἔκδοσιν τοῦ Ἀρχείου τοῦ Μακεδονικοῦ Ἀγῶνος, ἀποτελεῖ ἐθνικόν ἔργον πρώτης γραμμῆς. (570, 1954, 760, 2005)
column-school-holidays (403, 39, 599, 1705)
article-body: ΒΗΡΥΤΟΣ, 30. (Ἀσοσ. Πρές).— Αἱ ἀρχαί τοῦ Λιβάνου ἠρνήθησαν νά ἐπιτρέψουν τήν ἐπιστροφήν τῶν πέντε Αἰγυπτίων ἀεροπόρων, οἱ ὁποῖοι προσγειώθησαν μέ ἀεροπλάνον, πρίν δοθῇ ἡ ἀπαιτουμένη ἀπόδοσις. (956, 664, 1156, 714)
article-body: ΒΑΣΙΓΚΤΩΝ, Μάϊος. Ἐντός ὀλίγων ἑβδομάδων τά σχολεῖα τῆς Ἡνωμένης Πολιτείας θά κλείσουν διά τάς θερινάς των διακοπάς, ποῦ καλύπτουν ὀλόκληρον μέρος τοῦ ἔτους. Θά ὑπάρξουν ὅμως καί σχολεῖα ποῦ δέν θά εἶναι ἐλεύθερα καί σχολικά. Εἶναι τά σχολεῖα ἐκεῖνα ποῦ θά ἀνοίξουν τόν κύκλον μαθημάτων, κατά τό διάστημα τοῦ καλοκαιριοῦ. (403, 298, 599, 379)
article-body: ΚΟΖΑΝΗ, 30. — Τήν πρωτεύουσαν τῆς Δυτικῆς Μακεδονίας, τήν ἱστορικήν Κοζάνην, ἐκόσμησεν ἀπό σήμερον ἕνα ἀληθινόν κόσμημα, τό Μαματσειον Κρατικόν Νοσοκομεῖον. Ἡ συμβολή του εἰς τήν ὑγειονομικήν κάλυψιν τῆς περιοχῆς θά εἶναι τεραστία. (778, 636, 951, 708)
section-title-letters: ΕΠΙΣΤΟΛΑΙ ΠΡΟΣ ΤΗΝ «ΜΑΚΕΔΟΝΙΑΝ» (85, 380, 329, 425)
article-body: ΒΑΣΙΓΚΤΩΝ, Μάϊος. Ἐντός ὀλίγων ἑβδομάδων τά σχολεῖα τῆς Ἡνωμένης Πολιτείας θά κλείσουν διά τάς θερινάς των διακοπάς, ποῦ καλύπτουν ὀλόκληρον μέρος τοῦ ἔτους. Θά ὑπάρξουν ὅμως καί σχολεῖα ποῦ δέν θά εἶναι ἐλεύθερα καί σχολικά. Εἶναι τά σχολεῖα ἐκεῖνα ποῦ θά ἀνοίξουν τόν κύκλον μαθημάτων, κατά τό διάστημα τοῦ καλοκαιριοῦ. (403, 1170, 599, 1251)
article-body: Τό ὑπό τοῦ ἱδρύματος ὁλοκληρωθέν ἔργον τῆς «Ἑταιρείας Μακεδονικῶν Σπουδῶν», τό ὁποῖον ἀφορᾷ τήν ἐπιμελημένην ἔκδοσιν τοῦ Ἀρχείου τοῦ Μακεδονικοῦ Ἀγῶνος, ἀποτελεῖ ἐθνικόν ἔργον πρώτης γραμμῆς. (966, 2114, 1156, 2165)
article-body: ΓΙΟΧΑΝΝΕΣΜΠΟΥΡΓΚ, Μάϊος. Πολύ ὀλίγοι Εὐρωπαῖοι ἔχουν σήμερον ἐπίγνωσιν ὅτι ἐντός τῆς Νοτιοαφρικανικῆς Ἑνώσεως, διεξάγεται μία σιωπηλή πάλη, πάλη διά τήν ἐπιβίωσιν, μεταξύ λευκῶν καί ἐγχρώμων. (1361, 683, 1554, 734)
headline-exhibition: ΕΚΘΕΣΙΣ ΑΜΕΡΙΚΑΝΙΚΩΝ ΕΡΓΩΝ ΖΩΓΡΑΦΙΚΗΣ ΘΑ ΟΡΓΑΝΩΘΗ ΕΙΣ ΜΟΣΧΑΝ (964, 860, 1148, 893)
article-body: ΓΙΟΧΑΝΝΕΣΜΠΟΥΡΓΚ, Μάϊος. Πολύ ὀλίγοι Εὐρωπαῖοι ἔχουν σήμερον ἐπίγνωσιν ὅτι ἐντός τῆς Νοτιοαφρικανικῆς Ἑνώσεως, διεξάγεται μία σιωπηλή πάλη, πάλη διά τήν ἐπιβίωσιν, μεταξύ λευκῶν καί ἐγχρώμων. (1162, 493, 1355, 544)
photo-title-diplomas: Η ΑΠΟΝΟΜΗ ΔΙΠΛΩΜΑΤΩΝ ΕΙΣ ΑΠΟΦΟΙΤΗΣΑΣΑΣ ΜΑΙΑΣ (19, 41, 396, 55)
article-body: ΓΙΟΧΑΝΝΕΣΜΠΟΥΡΓΚ, Μάϊος. Πολύ ὀλίγοι Εὐρωπαῖοι ἔχουν σήμερον ἐπίγνωσιν ὅτι ἐντός τῆς Νοτιοαφρικανικῆς Ἑνώσεως, διεξάγεται μία σιωπηλή πάλη, πάλη διά τήν ἐπιβίωσιν, μεταξύ λευκῶν καί ἐγχρώμων. (1162, 775, 1355, 826)
article-body: ΒΗΡΥΤΟΣ, 30. (Ἀσοσ. Πρές).— Αἱ ἀρχαί τοῦ Λιβάνου ἠρνήθησαν νά ἐπιτρέψουν τήν ἐπιστροφήν τῶν πέντε Αἰγυπτίων ἀεροπόρων, οἱ ὁποῖοι προσγειώθησαν μέ ἀεροπλάνον, πρίν δοθῇ ἡ ἀπαιτουμένη ἀπόδοσις. (956, 249, 1156, 300)
letter-body: Κύριε διευθυντά, Ἡ ἀγροτική τάξις πού καλλιεργεῖ τήν γῆν καί ζεῖ ἀπό τούς κόπους της, εὐρίσκεται εἰς πολύ δυσχερῆ θέσιν. Παρακαλοῦμεν ὅπως μεσολαβήσετε διά τήν ἐπίλυσιν τοῦ ζητήματος πού μᾶς ἀπασχολεῖ ἀπό ἐτῶν, διότι αἱ ἁρμόδιαι ὑπηρεσίαι δέν ἐπεμβαίνουν. Μετά τιμῆς. (212, 435, 397, 507)
letter-signature: ΤΡ. ΤΡΙΑΝΤΑΦΥΛΛΙΔΗΣ (97, 609, 200, 619)
article-body: ΒΗΡΥΤΟΣ, 30. (Ἀσοσ. Πρές).— Αἱ ἀρχαί τοῦ Λιβάνου ἠρνήθησαν νά ἐπιτρέψουν τήν ἐπιστροφήν τῶν πέντε Αἰγυπτίων ἀεροπόρων, οἱ ὁποῖοι προσγειώθησαν μέ ἀεροπλάνον, πρίν δοθῇ ἡ ἀπαιτουμένη ἀπόδοσις. (956, 464, 1156, 513)
article-body: ΚΟΖΑΝΗ, 30. — Τήν πρωτεύουσαν τῆς Δυτικῆς Μακεδονίας, τήν ἱστορικήν Κοζάνην, ἐκόσμησεν ἀπό σήμερον ἕνα ἀληθινόν κόσμημα, τό Μαματσειον Κρατικόν Νοσοκομεῖον. Ἡ συμβολή του εἰς τήν ὑγειονομικήν κάλυψιν τῆς περιοχῆς θά εἶναι τεραστία. (778, 547, 951, 618)
article-body: Τό ὑπό τοῦ ἱδρύματος ὁλοκληρωθέν ἔργον τῆς «Ἑταιρείας Μακεδονικῶν Σπουδῶν», τό ὁποῖον ἀφορᾷ τήν ἐπιμελημένην ἔκδοσιν τοῦ Ἀρχείου τοῦ Μακεδονικοῦ Ἀγῶνος, ἀποτελεῖ ἐθνικόν ἔργον πρώτης γραμμῆς. (570, 2022, 760, 2073)
article-body: ΒΑΣΙΓΚΤΩΝ, Μάϊος. Ἐντός ὀλίγων ἑβδομάδων τά σχολεῖα τῆς Ἡνωμένης Πολιτείας θά κλείσουν διά τάς θερινάς των διακοπάς, ποῦ καλύπτουν ὀλόκληρον μέρος τοῦ ἔτους. Θά ὑπάρξουν ὅμως καί σχολεῖα ποῦ δέν θά εἶναι ἐλεύθερα καί σχολικά. Εἶναι τά σχολεῖα ἐκεῖνα ποῦ θά ἀνοίξουν τόν κύκλον μαθημάτων, κατά τό διάστημα τοῦ καλοκαιριοῦ. (403, 382, 599, 464)
headline-funerals: ΚΗΔΕΙΑΙ (1028, 1039, 1084, 1052)
article-body: ΓΙΟΧΑΝΝΕΣΜΠΟΥΡΓΚ, Μάϊος. Πολύ ὀλίγοι Εὐρωπαῖοι ἔχουν σήμερον ἐπίγνωσιν ὅτι ἐντός τῆς Νοτιοαφρικανικῆς Ἑνώσεως, διεξάγεται μία σιωπηλή πάλη, πάλη διά τήν ἐπιβίωσιν, μεταξύ λευκῶν καί ἐγχρώμων. (1162, 547, 1355, 598)
article-body: Τό ὑπό τοῦ ἱδρύματος ὁλοκληρωθέν ἔργον τῆς «Ἑταιρείας Μακεδονικῶν Σπουδῶν», τό ὁποῖον ἀφορᾷ τήν ἐπιμελημένην ἔκδοσιν τοῦ Ἀρχείου τοῦ Μακεδονικοῦ Ἀγῶνος, ἀποτελεῖ ἐθνικόν ἔργον πρώτης γραμμῆς. (196, 1765, 561, 1795)
article-body: Τό ὑπό τοῦ ἱδρύματος ὁλοκληρωθέν ἔργον τῆς «Ἑταιρείας Μακεδονικῶν Σπουδῶν», τό ὁποῖον ἀφορᾷ τήν ἐπιμελημένην ἔκδοσιν τοῦ Ἀρχείου τοῦ Μακεδονικοῦ Ἀγῶνος, ἀποτελεῖ ἐθνικόν ἔργον πρώτης γραμμῆς. (1162, 996, 1355, 1047)
photo-midwives-graduation (18, 58, 397, 342)
article-body: ΓΙΟΧΑΝΝΕΣΜΠΟΥΡΓΚ, Μάϊος. Πολύ ὀλίγοι Εὐρωπαῖοι ἔχουν σήμερον ἐπίγνωσιν ὅτι ἐντός τῆς Νοτιοαφρικανικῆς Ἑνώσεως, διεξάγεται μία σιωπηλή πάλη, πάλη διά τήν ἐπιβίωσιν, μεταξύ λευκῶν καί ἐγχρώμων. (1361, 508, 1554, 559)
article-body: ΚΟΖΑΝΗ, 30. — Τήν πρωτεύουσαν τῆς Δυτικῆς Μακεδονίας, τήν ἱστορικήν Κοζάνην, ἐκόσμησεν ἀπό σήμερον ἕνα ἀληθινόν κόσμημα, τό Μαματσειον Κρατικόν Νοσοκομεῖον. Ἡ συμβολή του εἰς τήν ὑγειονομικήν κάλυψιν τῆς περιοχῆς θά εἶναι τεραστία. (600, 636, 772, 708)
subheading: Ο ΔΙΚΩΝΥΜΟΣ ΜΑΚΡΗΣ (798, 2130, 929, 2142)
article-body: Τό ὑπό τοῦ ἱδρύματος ὁλοκληρωθέν ἔργον τῆς «Ἑταιρείας Μακεδονικῶν Σπουδῶν», τό ὁποῖον ἀφορᾷ τήν ἐπιμελημένην ἔκδοσιν τοῦ Ἀρχείου τοῦ Μακεδονικοῦ Ἀγῶνος, ἀποτελεῖ ἐθνικόν ἔργον πρώτης γραμμῆς. (1162, 1170, 1355, 1221)
subheading: Ο ΠΑΠΑΤΖΑΝΕΤΕΑΣ (1204, 983, 1313, 995)
subheading: ΣΠΟΥΔΑΙΟΤΑΤΟΝ ΑΡΧΕΙΟΝ (591, 2130, 740, 2142)
subheading: ΕΙΝΑΙ ΠΟΛΥ ΜΑΚΡΑΙ (443, 283, 559, 295)
headline-south-africa: ΤΡΙΑ ΕΚΑΤΟΜΜΥΡΙΑ ΛΕΥΚΩΝ ΧΑΛΚΕΥΟΥΝ ΔΕΣΜΑ ΔΙ' 9 ΕΚΑΤΟΜΜΥΡΙΑ ΝΕΓΡΩΝ (1185, 350, 1532, 420)
photo-caption: Τό ἐπιστημονικόν καί νοσηλευτικόν προσωπικόν τοῦ Μαματσείου νοσοκομείου Κοζάνης, μέ τόν διευθυντήν αὐτοῦ εἰς τό μέσον, εἰς τήν εἴσοδον τοῦ κτηρίου. (600, 448, 951, 467)
headline-italy-loans: ΔΑΝΕΙΑ ΕΙΣ ΔΥΟ ΕΤΑΙΡΕΙΑΣ ΤΗΣ ΙΤΑΛΙΑΣ ΧΟΡΗΓΕΙ Η ΤΡΑΠΕΖΑ ΕΙΣΑΓΩΓΩΝ - ΕΞΑΓΩΓΩΝ (601, 1053, 950, 1081)
article-body: ΒΑΣΙΓΚΤΩΝ, Μάϊος. Ἐντός ὀλίγων ἑβδομάδων τά σχολεῖα τῆς Ἡνωμένης Πολιτείας θά κλείσουν διά τάς θερινάς των διακοπάς, ποῦ καλύπτουν ὀλόκληρον μέρος τοῦ ἔτους. Θά ὑπάρξουν ὅμως καί σχολεῖα ποῦ δέν θά εἶναι ἐλεύθερα καί σχολικά. Εἶναι τά σχολεῖα ἐκεῖνα ποῦ θά ἀνοίξουν τόν κύκλον μαθημάτων, κατά τό διάστημα τοῦ καλοκαιριοῦ. (403, 551, 599, 632)
photo-title-dulles: ΑΠΟ ΤΗΝ ΚΗΔΕΙΑΝ ΤΟΥ ΦΟΣΤΕΡ ΝΤΑΛΛΕΣ (1216, 41, 1500, 55)
subheading: ΑΠΟΛΥΤΟΣ ΕΓΚΛΗΜΑΤΙΚΟΤΗΣ (1375, 738, 1541, 750)
article-body: Τό ὑπό τοῦ ἱδρύματος ὁλοκληρωθέν ἔργον τῆς «Ἑταιρείας Μακεδονικῶν Σπουδῶν», τό ὁποῖον ἀφορᾷ τήν ἐπιμελημένην ἔκδοσιν τοῦ Ἀρχείου τοῦ Μακεδονικοῦ Ἀγῶνος, ἀποτελεῖ ἐθνικόν ἔργον πρώτης γραμμῆς. (966, 2168, 1156, 2219)
article-body: ΒΑΣΙΓΚΤΩΝ, Μάϊος. Ἐντός ὀλίγων ἑβδομάδων τά σχολεῖα τῆς Ἡνωμένης Πολιτείας θά κλείσουν διά τάς θερινάς των διακοπάς, ποῦ καλύπτουν ὀλόκληρον μέρος τοῦ ἔτους. Θά ὑπάρξουν ὅμως καί σχολεῖα ποῦ δέν θά εἶναι ἐλεύθερα καί σχολικά. Εἶναι τά σχολεῖα ἐκεῖνα ποῦ θά ἀνοίξουν τόν κύκλον μαθημάτων, κατά τό διάστημα τοῦ καλοκαιριοῦ. (403, 635, 599, 716)
article-body: ΒΗΡΥΤΟΣ, 30. (Ἀσοσ. Πρές).— Αἱ ἀρχαί τοῦ Λιβάνου ἠρνήθησαν νά ἐπιτρέψουν τήν ἐπιστροφήν τῶν πέντε Αἰγυπτίων ἀεροπόρων, οἱ ὁποῖοι προσγειώθησαν μέ ἀεροπλάνον, πρίν δοθῇ ἡ ἀπαιτουμένη ἀπόδοσις. (956, 89, 1156, 139)
article-body: Τό ὑπό τοῦ ἱδρύματος ὁλοκληρωθέν ἔργον τῆς «Ἑταιρείας Μακεδονικῶν Σπουδῶν», τό ὁποῖον ἀφορᾷ τήν ἐπιμελημένην ἔκδοσιν τοῦ Ἀρχείου τοῦ Μακεδονικοῦ Ἀγῶνος, ἀποτελεῖ ἐθνικόν ἔργον πρώτης γραμμῆς. (966, 2007, 1156, 2058)
article-signature: ΒΑΣ. ΛΑΟΥΡΔΑΣ (1479, 1224, 1550, 1235)
article-body: ΒΗΡΥΤΟΣ, 30. (Ἀσοσ. Πρές).— Αἱ ἀρχαί τοῦ Λιβάνου ἠρνήθησαν νά ἐπιτρέψουν τήν ἐπιστροφήν τῶν πέντε Αἰγυπτίων ἀεροπόρων, οἱ ὁποῖοι προσγειώθησαν μέ ἀεροπλάνον, πρίν δοθῇ ἡ ἀπαιτουμένη ἀπόδοσις. (956, 410, 1156, 461)
article-body: ΒΑΣΙΓΚΤΩΝ, Μάϊος. Ἐντός ὀλίγων ἑβδομάδων τά σχολεῖα τῆς Ἡνωμένης Πολιτείας θά κλείσουν διά τάς θερινάς των διακοπάς, ποῦ καλύπτουν ὀλόκληρον μέρος τοῦ ἔτους. Θά ὑπάρξουν ὅμως καί σχολεῖα ποῦ δέν θά εἶναι ἐλεύθερα καί σχολικά. Εἶναι τά σχολεῖα ἐκεῖνα ποῦ θά ἀνοίξουν τόν κύκλον μαθημάτων, κατά τό διάστημα τοῦ καλοκαιριοῦ. (403, 903, 599, 984)
article-body: Τό ὑπό τοῦ ἱδρύματος ὁλοκληρωθέν ἔργον τῆς «Ἑταιρείας Μακεδονικῶν Σπουδῶν», τό ὁποῖον ἀφορᾷ τήν ἐπιμελημένην ἔκδοσιν τοῦ Ἀρχείου τοῦ Μακεδονικοῦ Ἀγῶνος, ἀποτελεῖ ἐθνικόν ἔργον πρώτης γραμμῆς. (1162, 1049, 1355, 1099)
headline-archive-line-1: ΠΩΣ ΕΣΧΗΜΑΤΙΣΘΗ ΚΑΙ ΤΙ ΠΕΡΙΕΧΕΙ (638, 1731, 1089, 1799)
column-news-briefs (956, 39, 1156, 1705)
article-body: ΒΗΡΥΤΟΣ, 30. (Ἀσοσ. Πρές).— Αἱ ἀρχαί τοῦ Λιβάνου ἠρνήθησαν νά ἐπιτρέψουν τήν ἐπιστροφήν τῶν πέντε Αἰγυπτίων ἀεροπόρων, οἱ ὁποῖοι προσγειώθησαν μέ ἀεροπλάνον, πρίν δοθῇ ἡ ἀπαιτουμένη ἀπόδοσις. (956, 142, 1156, 193)
article-body: ΒΑΣΙΓΚΤΩΝ, Μάϊος. Ἐντός ὀλίγων ἑβδομάδων τά σχολεῖα τῆς Ἡνωμένης Πολιτείας θά κλείσουν διά τάς θερινάς των διακοπάς, ποῦ καλύπτουν ὀλόκληρον μέρος τοῦ ἔτους. Θά ὑπάρξουν ὅμως καί σχολεῖα ποῦ δέν θά εἶναι ἐλεύθερα καί σχολικά. Εἶναι τά σχολεῖα ἐκεῖνα ποῦ θά ἀνοίξουν τόν κύκλον μαθημάτων, κατά τό διάστημα τοῦ καλοκαιριοῦ. (403, 734, 599, 815)
letter-body: Κύριε διευθυντά, Ἡ ἀγροτική τάξις πού καλλιεργεῖ τήν γῆν καί ζεῖ ἀπό τούς κόπους της, εὐρίσκεται εἰς πολύ δυσχερῆ θέσιν. Παρακαλοῦμεν ὅπως μεσολαβήσετε διά τήν ἐπίλυσιν τοῦ ζητήματος πού μᾶς ἀπασχολεῖ ἀπό ἐτῶν, διότι αἱ ἁρμόδιαι ὑπηρεσίαι δέν ἐπεμβαίνουν. Μετά τιμῆς. (212, 760, 397, 832)
article-body: ΒΑΣΙΓΚΤΩΝ, Μάϊος. Ἐντός ὀλίγων ἑβδομάδων τά σχολεῖα τῆς Ἡνωμένης Πολιτείας θά κλείσουν διά τάς θερινάς των διακοπάς, ποῦ καλύπτουν ὀλόκληρον μέρος τοῦ ἔτους. Θά ὑπάρξουν ὅμως καί σχολεῖα ποῦ δέν θά εἶναι ἐλεύθερα καί σχολικά. Εἶναι τά σχολεῖα ἐκεῖνα ποῦ θά ἀνοίξουν τόν κύκλον μαθημάτων, κατά τό διάστημα τοῦ καλοκαιριοῦ. (403, 987, 599, 1068)
kicker: Εἰς τὴν Νοτιοαφρικανικὴν Ἕνωσιν (1243, 333, 1474, 349)
letter-body: Κύριε διευθυντά, Ἡ ἀγροτική τάξις πού καλλιεργεῖ τήν γῆν καί ζεῖ ἀπό τούς κόπους της, εὐρίσκεται εἰς πολύ δυσχερῆ θέσιν. Παρακαλοῦμεν ὅπως μεσολαβήσετε διά τήν ἐπίλυσιν τοῦ ζητήματος πού μᾶς ἀπασχολεῖ ἀπό ἐτῶν, διότι αἱ ἁρμόδιαι ὑπηρεσίαι δέν ἐπεμβαίνουν. Μετά τιμῆς. (18, 1093, 204, 1164)
headline-box (600, 54, 951, 134)
subheading: ΑΙ ΕΛΛΕΙΨΕΙΣ ΤΟΥ ΑΡΧΕΙΟΥ (1383, 983, 1533, 995)
letter-body: Κύριε διευθυντά, Ἡ ἀγροτική τάξις πού καλλιεργεῖ τήν γῆν καί ζεῖ ἀπό τούς κόπους της, εὐρίσκεται εἰς πολύ δυσχερῆ θέσιν. Παρακαλοῦμεν ὅπως μεσολαβήσετε διά τήν ἐπίλυσιν τοῦ ζητήματος πού μᾶς ἀπασχολεῖ ἀπό ἐτῶν, διότι αἱ ἁρμόδιαι ὑπηρεσίαι δέν ἐπεμβαίνουν. Μετά τιμῆς. (18, 993, 204, 1064)
article-body: ΓΙΟΧΑΝΝΕΣΜΠΟΥΡΓΚ, Μάϊος. Πολύ ὀλίγοι Εὐρωπαῖοι ἔχουν σήμερον ἐπίγνωσιν ὅτι ἐντός τῆς Νοτιοαφρικανικῆς Ἑνώσεως, διεξάγεται μία σιωπηλή πάλη, πάλη διά τήν ἐπιβίωσιν, μεταξύ λευκῶν καί ἐγχρώμων. (1162, 927, 1355, 978)
deck: Προκαλεῖ κατάπληξιν μέ τήν ἀρχιτεκτονικήν του.— Διά τήν κατασκευήν του, ἐδαπανήθη ποσόν 14 ἑκατομμυρίων δραχμῶν. Πόσα τμήματα διαθέτει.— Ὁ τέλειος ἐξοπλισμός του.— Ἡ ἔξοχος διαρρύθμισις του.— Ποῖος ὁ κ. Μαματσιος.— Προσεφέρθη ἡ ἀνέγερσις τοῦ νοσοκομείου ἐνθυμούμενος τόν θάνατον τῆς μητρός του.— Καί μία ἀκόμη δωρεά. (601, 136, 950, 187)
letter-body: Κύριε διευθυντά, Ἡ ἀγροτική τάξις πού καλλιεργεῖ τήν γῆν καί ζεῖ ἀπό τούς κόπους της, εὐρίσκεται εἰς πολύ δυσχερῆ θέσιν. Παρακαλοῦμεν ὅπως μεσολαβήσετε διά τήν ἐπίλυσιν τοῦ ζητήματος πού μᾶς ἀπασχολεῖ ἀπό ἐτῶν, διότι αἱ ἁρμόδιαι ὑπηρεσίαι δέν ἐπεμβαίνουν. Μετά τιμῆς. (18, 819, 204, 891)
letter-body: Κύριε διευθυντά, Ἡ ἀγροτική τάξις πού καλλιεργεῖ τήν γῆν καί ζεῖ ἀπό τούς κόπους της, εὐρίσκεται εἰς πολύ δυσχερῆ θέσιν. Παρακαλοῦμεν ὅπως μεσολαβήσετε διά τήν ἐπίλυσιν τοῦ ζητήματος πού μᾶς ἀπασχολεῖ ἀπό ἐτῶν, διότι αἱ ἁρμόδιαι ὑπηρεσίαι δέν ἐπεμβαίνουν. Μετά τιμῆς. (18, 919, 204, 991)
article-body: Τό ὑπό τοῦ ἱδρύματος ὁλοκληρωθέν ἔργον τῆς «Ἑταιρείας Μακεδονικῶν Σπουδῶν», τό ὁποῖον ἀφορᾷ τήν ἐπιμελημένην ἔκδοσιν τοῦ Ἀρχείου τοῦ Μακεδονικοῦ Ἀγῶνος, ἀποτελεῖ ἐθνικόν ἔργον πρώτης γραμμῆς. (966, 2061, 1156, 2112)
subheading: ΑΝΕΥ ΠΡΟΗΓΟΥΜΕΝΟΥ (1394, 616, 1522, 628)
article-body: ΚΟΖΑΝΗ, 30. — Τήν πρωτεύουσαν τῆς Δυτικῆς Μακεδονίας, τήν ἱστορικήν Κοζάνην, ἐκόσμησεν ἀπό σήμερον ἕνα ἀληθινόν κόσμημα, τό Μαματσειον Κρατικόν Νοσοκομεῖον. Ἡ συμβολή του εἰς τήν ὑγειονομικήν κάλυψιν τῆς περιοχῆς θά εἶναι τεραστία. (778, 473, 951, 545)
subheading: Ο ΜΕΓΑΣ ΕΥΕΡΓΕΤΗΣ (807, 623, 922, 635)
article-body: Τό ὑπό τοῦ ἱδρύματος ὁλοκληρωθέν ἔργον τῆς «Ἑταιρείας Μακεδονικῶν Σπουδῶν», τό ὁποῖον ἀφορᾷ τήν ἐπιμελημένην ἔκδοσιν τοῦ Ἀρχείου τοῦ Μακεδονικοῦ Ἀγῶνος, ἀποτελεῖ ἐθνικόν ἔργον πρώτης γραμμῆς. (570, 2143, 760, 2194)
article-body: Τό ὑπό τοῦ ἱδρύματος ὁλοκληρωθέν ἔργον τῆς «Ἑταιρείας Μακεδονικῶν Σπουδῶν», τό ὁποῖον ἀφορᾷ τήν ἐπιμελημένην ἔκδοσιν τοῦ Ἀρχείου τοῦ Μακεδονικοῦ Ἀγῶνος, ἀποτελεῖ ἐθνικόν ἔργον πρώτης γραμμῆς. (966, 1954, 1156, 2005)
letter-body: Κύριε διευθυντά, Ἡ ἀγροτική τάξις πού καλλιεργεῖ τήν γῆν καί ζεῖ ἀπό τούς κόπους της, εὐρίσκεται εἰς πολύ δυσχερῆ θέσιν. Παρακαλοῦμεν ὅπως μεσολαβήσετε διά τήν ἐπίλυσιν τοῦ ζητήματος πού μᾶς ἀπασχολεῖ ἀπό ἐτῶν, διότι αἱ ἁρμόδιαι ὑπηρεσίαι δέν ἐπεμβαίνουν. Μετά τιμῆς. (18, 646, 204, 717)
article-body: ΚΟΖΑΝΗ, 30. — Τήν πρωτεύουσαν τῆς Δυτικῆς Μακεδονίας, τήν ἱστορικήν Κοζάνην, ἐκόσμησεν ἀπό σήμερον ἕνα ἀληθινόν κόσμημα, τό Μαματσειον Κρατικόν Νοσοκομεῖον. Ἡ συμβολή του εἰς τήν ὑγειονομικήν κάλυψιν τῆς περιοχῆς θά εἶναι τεραστία. (600, 784, 772, 855)
article-body: Τό ὑπό τοῦ ἱδρύματος ὁλοκληρωθέν ἔργον τῆς «Ἑταιρείας Μακεδονικῶν Σπουδῶν», τό ὁποῖον ἀφορᾷ τήν ἐπιμελημένην ἔκδοσιν τοῦ Ἀρχείου τοῦ Μακεδονικοῦ Ἀγῶνος, ἀποτελεῖ ἐθνικόν ἔργον πρώτης γραμμῆς. (196, 1733, 561, 1762)
photo-hospital-staff (600, 206, 951, 446)
kicker: Ἡ δημοσίευσις του ἀποτελεῖ ἐθνικὸν ἔργον (651, 1715, 956, 1731)
article-body: ΚΟΖΑΝΗ, 30. — Τήν πρωτεύουσαν τῆς Δυτικῆς Μακεδονίας, τήν ἱστορικήν Κοζάνην, ἐκόσμησεν ἀπό σήμερον ἕνα ἀληθινόν κόσμημα, τό Μαματσειον Κρατικόν Νοσοκομεῖον. Ἡ συμβολή του εἰς τήν ὑγειονομικήν κάλυψιν τῆς περιοχῆς θά εἶναι τεραστία. (778, 971, 951, 1043)
subheading: ΣΥΛΛΟΓΑΙ (1430, 1104, 1486, 1116)
photo-caption: Ἡ θ μ. χθές, ἡ ὑπουργὸς κοινωνικῆς προνοίας κ. Στράτος, ἐπί-σημον διπλώματα εἰς τὰς ἀποφοιτησάσας τῆς σχολῆς μαιῶν Θεσ-σαλονίκης. Ἀνωτέρω αἱ διπλωματοῦχοι, φωτογραφοῦνται μετὰ τοῦ ὑπουργοῦ προνοίας εἰς τὸν περίβολον τοῦ μαιευτηρίου. (18, 343, 397, 372)
article-body: ΓΙΟΧΑΝΝΕΣΜΠΟΥΡΓΚ, Μάϊος. Πολύ ὀλίγοι Εὐρωπαῖοι ἔχουν σήμερον ἐπίγνωσιν ὅτι ἐντός τῆς Νοτιοαφρικανικῆς Ἑνώσεως, διεξάγεται μία σιωπηλή πάλη, πάλη διά τήν ἐπιβίωσιν, μεταξύ λευκῶν καί ἐγχρώμων. (1361, 562, 1554, 612)
